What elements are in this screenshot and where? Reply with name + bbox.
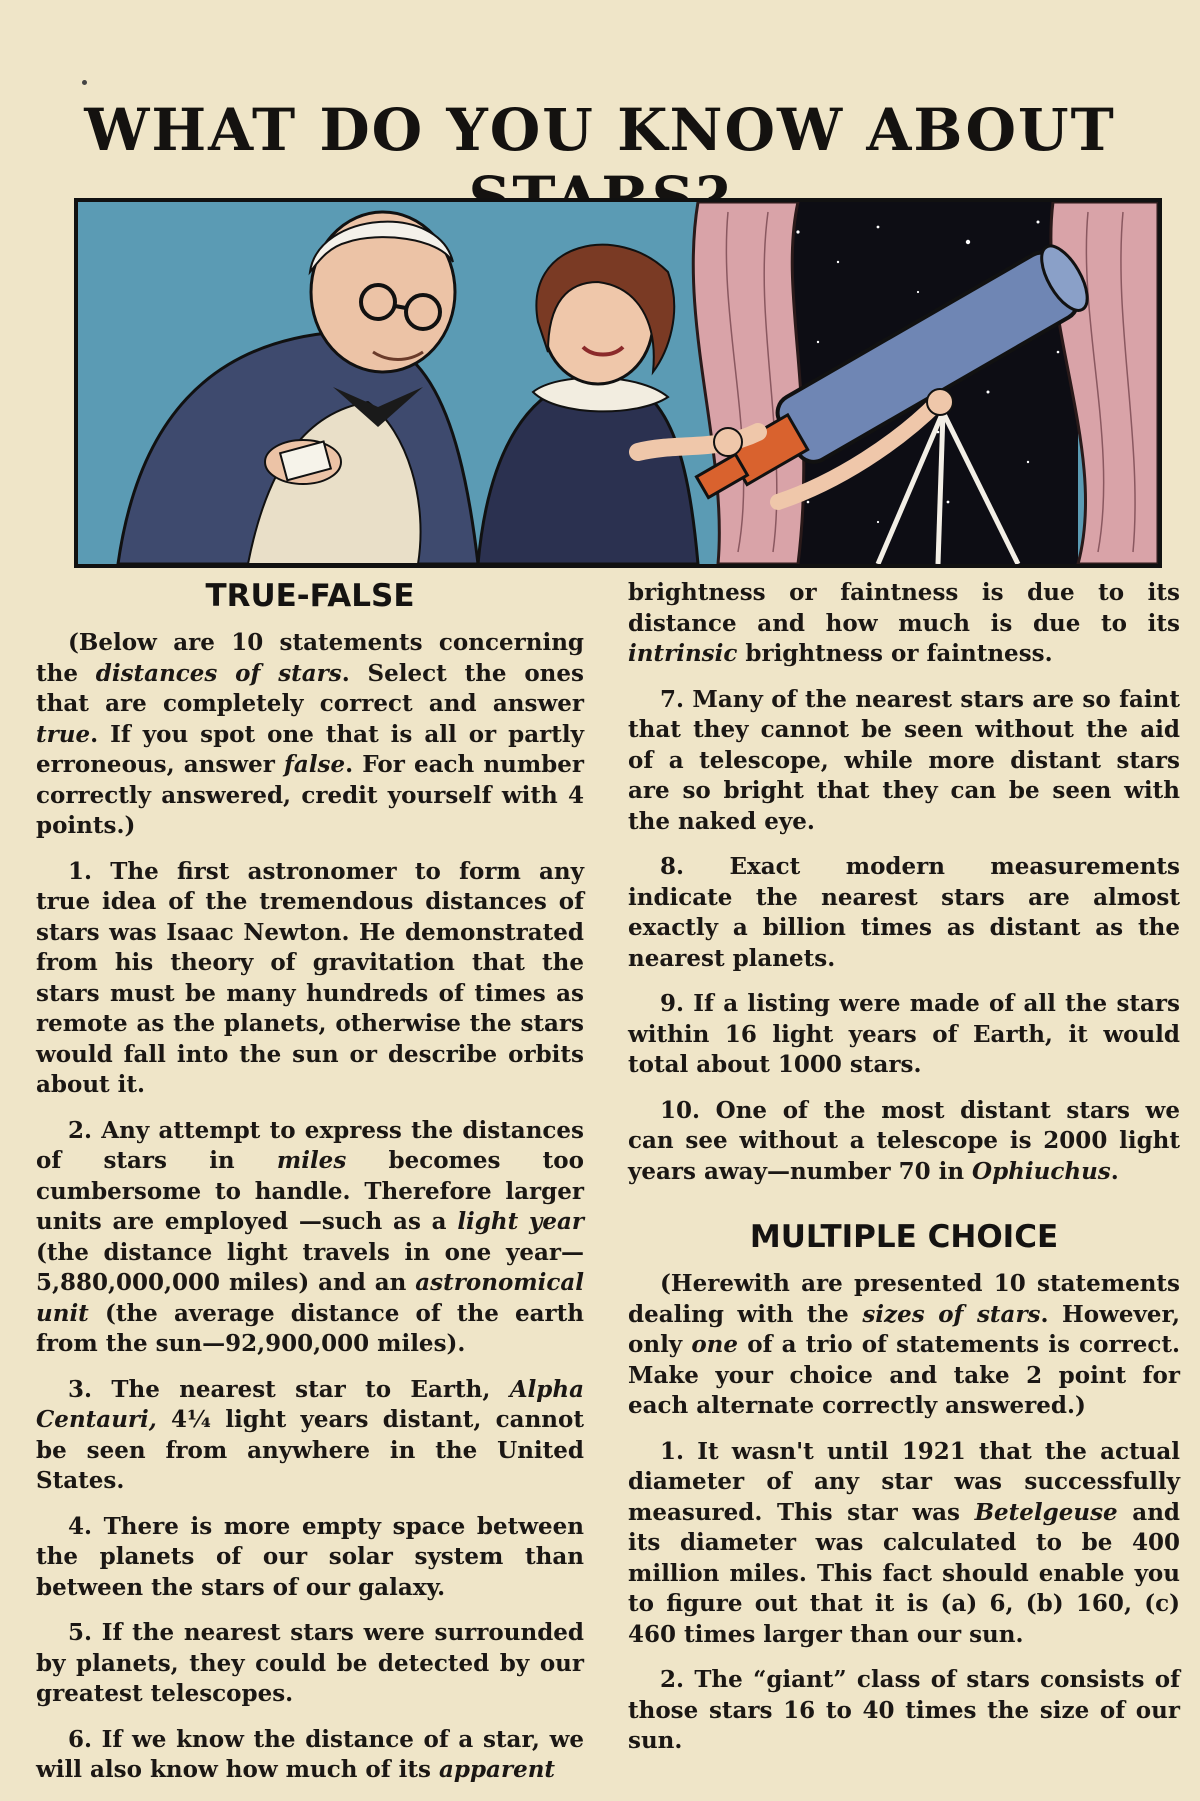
italic-text: Ophiuchus — [972, 1157, 1111, 1185]
italic-text: false — [284, 751, 346, 778]
italic-text: miles — [276, 1147, 347, 1174]
illustration-art — [78, 202, 1158, 564]
body-text: (Below are 10 statements concerning the — [36, 629, 584, 687]
italic-text: Betelgeuse — [974, 1498, 1118, 1526]
body-text: 5. If the nearest stars were surrounded by planets, they could be detected by our greatest telescopes. — [36, 1619, 584, 1707]
italic-text: one — [691, 1331, 739, 1358]
right-column — [628, 578, 1180, 1772]
body-text: of a trio of statements is correct. Make your choice and take 2 point for each alternate correctly answered.) — [628, 1331, 1180, 1419]
body-text: (the average distance of the earth from the sun—92,900,000 miles). — [36, 1299, 584, 1357]
body-text: 4. There is more empty space between the planets of our solar system than between the stars of our galaxy. — [36, 1512, 584, 1601]
italic-text: true — [36, 720, 91, 748]
italic-text: apparent — [438, 1756, 556, 1783]
body-text: . For each number correctly answered, credit yourself with 4 points.) — [36, 751, 584, 839]
true-false-item — [628, 852, 1180, 974]
true-false-item — [36, 857, 584, 1101]
true-false-item — [36, 1375, 584, 1497]
true-false-item-6-start — [36, 1725, 584, 1786]
italic-text: Alpha Centauri, — [36, 1375, 584, 1433]
italic-text: distances of stars — [95, 659, 342, 687]
body-text: . Select the ones that are completely correct and answer — [36, 659, 584, 717]
true-false-item — [628, 989, 1180, 1081]
print-speck — [82, 80, 87, 85]
body-text: becomes too cumbersome to handle. Therefore larger units are employed —such as a — [36, 1147, 584, 1235]
body-text: 3. The nearest star to Earth, — [68, 1375, 510, 1403]
italic-text: light year — [457, 1208, 584, 1235]
multiple-choice-heading: MULTIPLE CHOICE — [749, 1219, 1059, 1255]
true-false-item-6-continued — [628, 578, 1180, 670]
italic-text: astronomical unit — [36, 1269, 584, 1327]
body-text: brightness or faintness. — [737, 640, 1053, 667]
body-text: 2. Any attempt to express the distances of stars in — [36, 1116, 584, 1174]
page-title: WHAT DO YOU KNOW ABOUT — [84, 96, 1116, 164]
body-text: (Herewith are presented 10 statements dealing with the — [628, 1270, 1180, 1328]
true-false-intro — [36, 628, 584, 842]
body-text: 6. If we know the distance of a star, we will also know how much of its — [36, 1725, 584, 1783]
body-text: (the distance light travels in one year—5,880,000,000 miles) and an — [36, 1238, 584, 1296]
body-text: 4¼ light years distant, cannot be seen from anywhere in the United States. — [36, 1406, 584, 1494]
body-text: 7. Many of the nearest stars are so faint that they cannot be seen without the aid of a telescope, while more distant stars are so bright that they can be seen with the naked eye. — [628, 685, 1180, 835]
body-text: 10. One of the most distant stars we can see without a telescope is 2000 light years away—number 70 in — [628, 1096, 1180, 1185]
body-text: 9. If a listing were made of all the stars within 16 light years of Earth, it would total about 1000 stars. — [628, 990, 1180, 1078]
true-false-item — [628, 685, 1180, 838]
illustration-astronomers-telescope — [74, 198, 1162, 568]
body-text: 8. Exact modern measurements indicate the nearest stars are almost exactly a billion times as distant as the nearest planets. — [628, 853, 1180, 972]
body-text: 1. It wasn't until 1921 that the actual diameter of any star was successfully measured. This star was — [628, 1437, 1180, 1526]
italic-text: intrinsic — [628, 640, 738, 667]
true-false-item — [628, 1096, 1180, 1188]
multiple-choice-intro — [628, 1269, 1180, 1422]
body-text: . If you spot one that is all or partly erroneous, answer — [36, 720, 584, 778]
true-false-item — [36, 1512, 584, 1604]
true-false-heading: TRUE-FALSE — [205, 578, 415, 614]
multiple-choice-item — [628, 1665, 1180, 1757]
multiple-choice-item — [628, 1437, 1180, 1651]
body-text: and its diameter was calculated to be 400 million miles. This fact should enable you to figure out that it is (a) 6, (b) 160, (c) 460 times larger than our sun. — [628, 1498, 1181, 1648]
body-text: 2. The “giant” class of stars consists of those stars 16 to 40 times the size of our sun. — [628, 1666, 1180, 1754]
body-text: brightness or faintness is due to its distance and how much is due to its — [628, 579, 1180, 637]
italic-text: sizes of stars — [862, 1300, 1041, 1328]
true-false-item — [36, 1116, 584, 1360]
body-text: . — [1110, 1157, 1119, 1185]
body-text: 1. The first astronomer to form any true idea of the tremendous distances of stars was Isaac Newton. He demonstrated from his theory of gravitation that the stars must be many hundreds of times as remote as the planets, otherwise the stars would fall into the sun or describe orbits about it. — [36, 857, 584, 1098]
body-text: . However, only — [628, 1300, 1181, 1358]
left-column — [36, 578, 584, 1801]
true-false-item — [36, 1618, 584, 1710]
